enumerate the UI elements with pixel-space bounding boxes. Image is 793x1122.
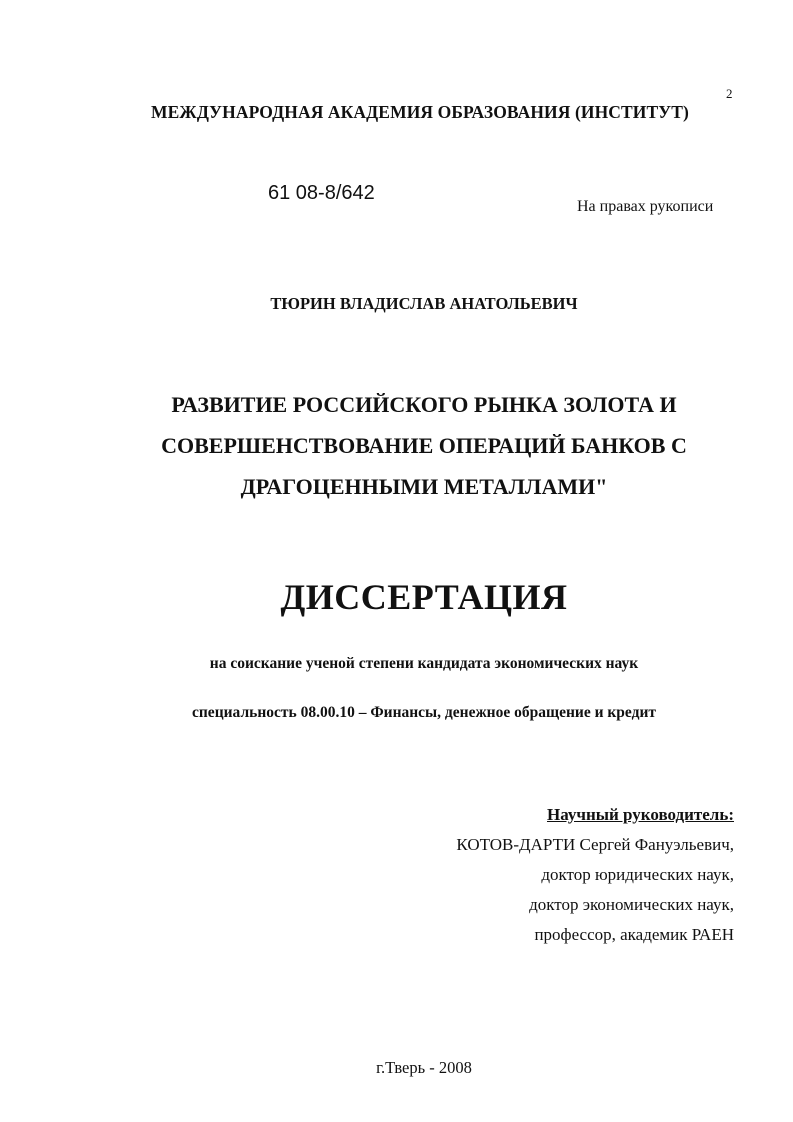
manuscript-note: На правах рукописи [577, 198, 714, 215]
degree-statement: на соискание ученой степени кандидата экономических наук [209, 655, 639, 672]
page-number: 2 [726, 86, 733, 101]
supervisor-credential: доктор экономических наук, [529, 895, 734, 914]
title-line: РАЗВИТИЕ РОССИЙСКОГО РЫНКА ЗОЛОТА И [171, 392, 677, 417]
institution-name: МЕЖДУНАРОДНАЯ АКАДЕМИЯ ОБРАЗОВАНИЯ (ИНСТИТУТ) [151, 102, 689, 122]
registry-number: 61 08-8/642 [268, 182, 375, 204]
supervisor-heading: Научный руководитель: [547, 805, 734, 824]
dissertation-title [0, 384, 793, 507]
title-line: ДРАГОЦЕННЫМИ МЕТАЛЛАМИ" [240, 474, 608, 499]
document-type: ДИССЕРТАЦИЯ [280, 577, 568, 617]
place-and-year: г.Тверь - 2008 [376, 1058, 472, 1077]
specialty-statement: специальность 08.00.10 – Финансы, денежное обращение и кредит [192, 704, 656, 721]
author-name: ТЮРИН ВЛАДИСЛАВ АНАТОЛЬЕВИЧ [270, 294, 578, 313]
supervisor-credential: доктор юридических наук, [541, 865, 734, 884]
supervisor-name: КОТОВ-ДАРТИ Сергей Фануэльевич, [456, 835, 734, 854]
supervisor-block [456, 800, 734, 950]
title-line: СОВЕРШЕНСТВОВАНИЕ ОПЕРАЦИЙ БАНКОВ С [161, 433, 687, 458]
supervisor-credential: профессор, академик РАЕН [534, 925, 734, 944]
